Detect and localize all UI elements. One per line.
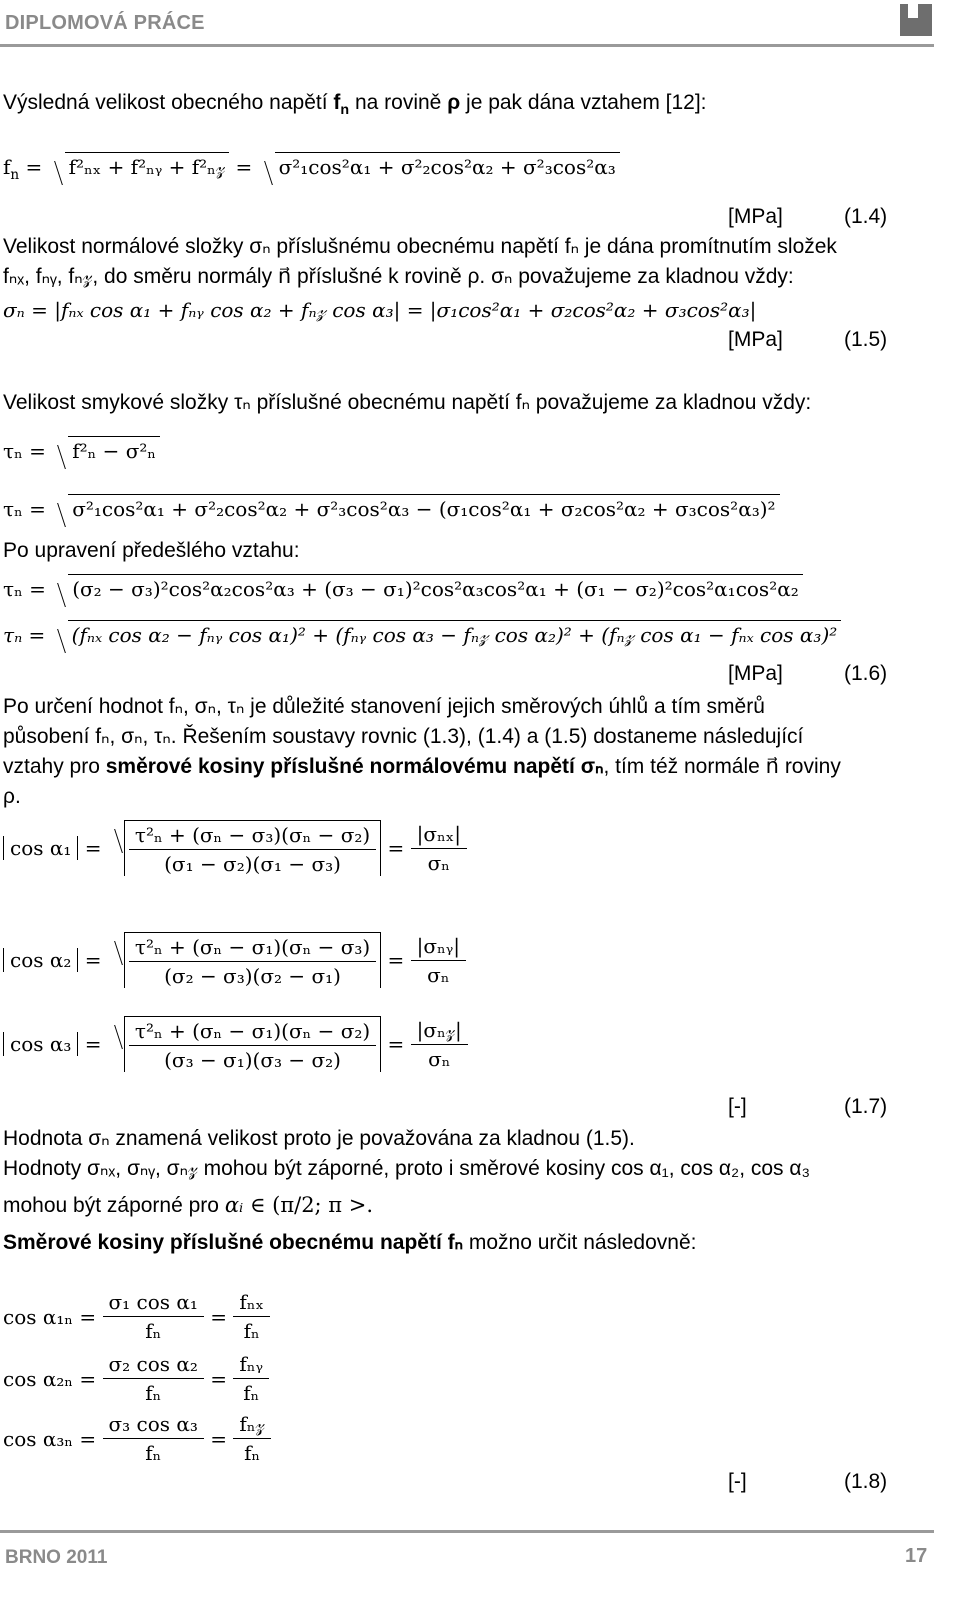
paragraph-direction-line2: působení fₙ, σₙ, τₙ. Řešením soustavy rovnic (1.3), (1.4) a (1.5) dostaneme následující	[3, 725, 804, 748]
paragraph-direction-line4: ρ.	[3, 785, 21, 808]
equation-1-7-row3: cos α₃ = $\frac{\text{τ²ₙ + (σₙ − σ₁)(σₙ − σ₂)}}{\text{(σ₃ − σ₁)(σ₃ − σ₂)}}$ = $\frac{\text{|σₙ𝓏|}}{\text{σₙ}}$	[3, 1016, 468, 1072]
equation-1-8-row1: cos α₁ₙ = $\frac{\text{σ₁ cos α₁}}{\text{fₙ}}$ = $\frac{\text{fₙₓ}}{\text{fₙ}}$	[3, 1290, 270, 1343]
equation-number-1-4: (1.4)	[844, 205, 888, 228]
header-divider	[0, 44, 934, 47]
equation-1-8-row3: cos α₃ₙ = $\frac{\text{σ₃ cos α₃}}{\text{fₙ}}$ = $\frac{\text{fₙ𝓏}}{\text{fₙ}}$	[3, 1412, 271, 1465]
equation-1-5: σₙ = |fₙₓ cos α₁ + fₙᵧ cos α₂ + fₙ𝓏 cos α₃| = |σ₁cos²α₁ + σ₂cos²α₂ + σ₃cos²α₃|	[3, 298, 757, 322]
page-number: 17	[905, 1545, 928, 1567]
paragraph-intro: Výsledná velikost obecného napětí $f_n$ na rovině ρ je pak dána vztahem [12]:	[3, 91, 707, 119]
paragraph-sign-line4: Směrové kosiny příslušné obecnému napětí fₙ možno určit následovně:	[3, 1231, 697, 1254]
equation-1-6d: τₙ = (fₙₓ cos α₂ − fₙᵧ cos α₁)² + (fₙᵧ cos α₃ − fₙ𝓏 cos α₂)² + (fₙ𝓏 cos α₁ − fₙₓ cos α₃)²	[3, 620, 841, 647]
paragraph-direction-line1: Po určení hodnot fₙ, σₙ, τₙ je důležité stanovení jejich směrových úhlů a tím směrů	[3, 695, 765, 718]
equation-number-1-7: (1.7)	[844, 1095, 888, 1118]
paragraph-shear: Velikost smykové složky τₙ příslušné obecnému napětí fₙ považujeme za kladnou vždy:	[3, 391, 812, 414]
equation-1-8-row2: cos α₂ₙ = $\frac{\text{σ₂ cos α₂}}{\text{fₙ}}$ = $\frac{\text{fₙᵧ}}{\text{fₙ}}$	[3, 1352, 269, 1405]
paragraph-normal-line1: Velikost normálové složky σₙ příslušnému obecnému napětí fₙ je dána promítnutím složek	[3, 235, 837, 258]
paragraph-sign-line2: Hodnoty σₙₓ, σₙᵧ, σₙ𝓏 mohou být záporné, proto i směrové kosiny cos α₁, cos α₂, cos α₃	[3, 1157, 811, 1180]
unit-1-4: [MPa]	[728, 205, 783, 228]
university-logo-icon	[900, 4, 932, 36]
equation-1-6a: τₙ = f²ₙ − σ²ₙ	[3, 436, 160, 463]
equation-number-1-6: (1.6)	[844, 662, 888, 685]
paragraph-normal-line2: fₙₓ, fₙᵧ, fₙ𝓏, do směru normály n⃗ příslušné k rovině ρ. σₙ považujeme za kladnou vždy:	[3, 265, 794, 288]
equation-number-1-5: (1.5)	[844, 328, 888, 351]
footer-location: BRNO 2011	[5, 1547, 108, 1568]
paragraph-sign-line3: mohou být záporné pro αᵢ ∈ (π/2; π >.	[3, 1193, 374, 1217]
paragraph-direction-line3: vztahy pro směrové kosiny příslušné normálovému napětí σₙ, tím též normále n⃗ roviny	[3, 755, 841, 778]
equation-number-1-8: (1.8)	[844, 1470, 888, 1493]
paragraph-sign-line1: Hodnota σₙ znamená velikost proto je považována za kladnou (1.5).	[3, 1127, 635, 1150]
unit-1-7: [-]	[728, 1095, 747, 1118]
footer-divider	[0, 1530, 934, 1533]
unit-1-5: [MPa]	[728, 328, 783, 351]
running-header: DIPLOMOVÁ PRÁCE	[5, 12, 205, 34]
paragraph-after-adjust: Po upravení předešlého vztahu:	[3, 539, 300, 562]
equation-1-6c: τₙ = (σ₂ − σ₃)²cos²α₂cos²α₃ + (σ₃ − σ₁)²cos²α₃cos²α₁ + (σ₁ − σ₂)²cos²α₁cos²α₂	[3, 574, 803, 601]
equation-1-7-row2: cos α₂ = $\frac{\text{τ²ₙ + (σₙ − σ₁)(σₙ − σ₃)}}{\text{(σ₂ − σ₃)(σ₂ − σ₁)}}$ = $\frac{\text{|σₙᵧ|}}{\text{σₙ}}$	[3, 932, 466, 988]
equation-1-7-row1: cos α₁ = $\frac{\text{τ²ₙ + (σₙ − σ₃)(σₙ − σ₂)}}{\text{(σ₁ − σ₂)(σ₁ − σ₃)}}$ = $\frac{\text{|σₙₓ|}}{\text{σₙ}}$	[3, 820, 467, 876]
equation-1-6b: τₙ = σ²₁cos²α₁ + σ²₂cos²α₂ + σ²₃cos²α₃ − (σ₁cos²α₁ + σ₂cos²α₂ + σ₃cos²α₃)²	[3, 494, 780, 521]
unit-1-8: [-]	[728, 1470, 747, 1493]
equation-1-4: $f_n = f^2_{nx}$ + f²ₙᵧ + f²ₙ𝓏 = σ²₁cos²α₁ + σ²₂cos²α₂ + σ²₃cos²α₃	[3, 152, 620, 183]
unit-1-6: [MPa]	[728, 662, 783, 685]
